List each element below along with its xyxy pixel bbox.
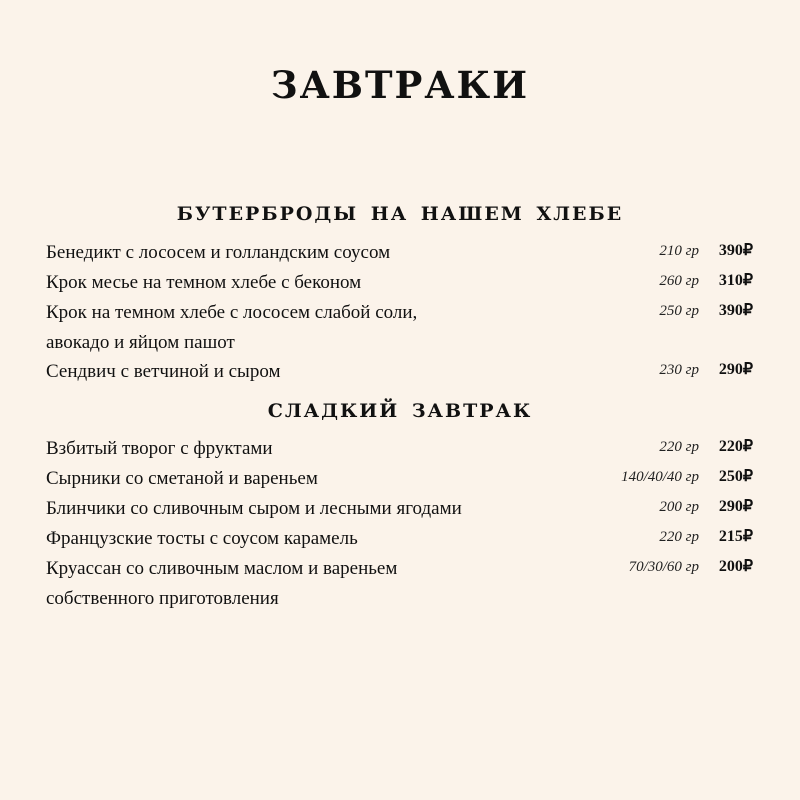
item-price: 200₽	[718, 558, 753, 575]
item-weight: 250 гр	[659, 303, 699, 319]
section-title-sandwiches: БУТЕРБРОДЫ НА НАШЕМ ХЛЕБЕ	[176, 203, 624, 225]
item-weight: 210 гр	[659, 243, 699, 259]
item-name: Крок на темном хлебе с лососем слабой соли,	[46, 302, 418, 323]
item-price: 290₽	[718, 361, 753, 378]
menu-item	[46, 357, 753, 387]
item-weight: 220 гр	[659, 529, 699, 545]
item-weight: 200 гр	[659, 499, 699, 515]
menu-item	[46, 524, 753, 554]
item-name: Круассан со сливочным маслом и вареньем	[46, 558, 398, 579]
item-price: 250₽	[718, 468, 753, 485]
item-name: Сендвич с ветчиной и сыром	[46, 361, 281, 382]
item-name: Крок месье на темном хлебе с беконом	[46, 272, 362, 293]
item-weight: 220 гр	[659, 439, 699, 455]
item-price: 390₽	[718, 302, 753, 319]
item-name: Взбитый творог с фруктами	[46, 438, 273, 459]
menu-item	[46, 238, 753, 268]
menu-item	[46, 554, 753, 609]
item-price: 220₽	[718, 438, 753, 455]
item-price: 290₽	[718, 498, 753, 515]
item-name-continuation: собственного приготовления	[46, 588, 279, 609]
item-price: 310₽	[718, 272, 753, 289]
menu-item	[46, 464, 753, 494]
menu-item	[46, 434, 753, 464]
menu-item	[46, 494, 753, 524]
menu-item	[46, 268, 753, 298]
item-weight: 140/40/40 гр	[621, 469, 699, 485]
item-name: Блинчики со сливочным сыром и лесными ягодами	[46, 498, 462, 519]
item-weight: 230 гр	[659, 362, 699, 378]
item-price: 390₽	[718, 242, 753, 259]
page-title: ЗАВТРАКИ	[270, 63, 530, 107]
item-name: Сырники со сметаной и вареньем	[46, 468, 318, 489]
item-name: Французские тосты с соусом карамель	[46, 528, 358, 549]
item-name: Бенедикт с лососем и голландским соусом	[46, 242, 391, 263]
item-weight: 260 гр	[659, 273, 699, 289]
item-name-continuation: авокадо и яйцом пашот	[46, 332, 235, 353]
section-title-sweet-breakfast: СЛАДКИЙ ЗАВТРАК	[267, 400, 533, 422]
item-weight: 70/30/60 гр	[628, 559, 699, 575]
item-price: 215₽	[718, 528, 753, 545]
menu-item	[46, 298, 753, 353]
